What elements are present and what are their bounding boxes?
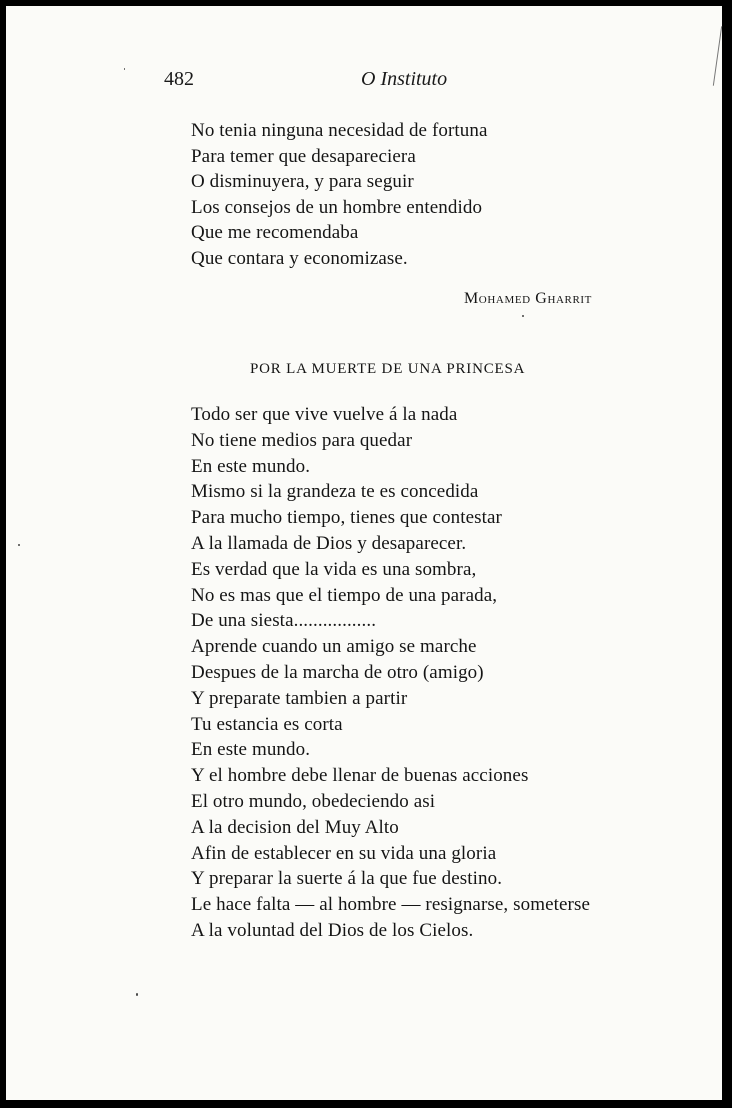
poem-line: Que me recomendaba [191,222,359,244]
poem-line: Despues de la marcha de otro (amigo) [191,661,484,683]
poem-line: De una siesta................. [191,610,377,632]
poem-line: No tiene medios para quedar [191,429,413,451]
document-page [6,6,722,1100]
print-speck [124,68,125,70]
poem-line: En este mundo. [191,739,311,761]
poem-line: Es verdad que la vida es una sombra, [191,558,477,580]
poem-line: A la voluntad del Dios de los Cielos. [191,919,474,941]
poem-line: A la decision del Muy Alto [191,816,399,838]
poem-line: Tu estancia es corta [191,713,343,735]
poem-line: No tenia ninguna necesidad de fortuna [191,120,488,141]
first-poem-lines [191,118,488,272]
poem-line: Y preparar la suerte á la que fue destino. [191,868,503,890]
page-edge-mark [713,26,722,86]
poem-line: El otro mundo, obedeciendo asi [191,790,436,812]
poem-line: Le hace falta — al hombre — resignarse, someterse [191,894,590,916]
poem-line: Mismo si la grandeza te es concedida [191,481,479,503]
print-speck [136,993,138,996]
poem-line: Y preparate tambien a partir [191,687,408,709]
poem-line: A la llamada de Dios y desaparecer. [191,532,467,554]
poem-author: Mohamed Gharrit [463,290,592,307]
page-number: 482 [164,68,194,90]
running-title: O Instituto [361,68,448,90]
poem-line: Que contara y economizase. [191,247,408,269]
section-title: POR LA MUERTE DE UNA PRINCESA [250,361,526,377]
poem-line: O disminuyera, y para seguir [191,171,414,193]
poem-line: Los consejos de un hombre entendido [191,196,483,218]
poem-line: Aprende cuando un amigo se marche [191,636,477,658]
print-speck [522,315,524,317]
poem-line: Para mucho tiempo, tienes que contestar [191,507,502,529]
poem-line: Afin de establecer en su vida una gloria [191,842,497,864]
second-poem-lines [191,402,590,944]
print-speck [18,544,20,546]
poem-line: No es mas que el tiempo de una parada, [191,584,498,606]
poem-line: En este mundo. [191,455,311,477]
poem-line: Todo ser que vive vuelve á la nada [191,404,458,425]
poem-line: Y el hombre debe llenar de buenas acciones [191,765,529,787]
poem-line: Para temer que desapareciera [191,145,416,167]
